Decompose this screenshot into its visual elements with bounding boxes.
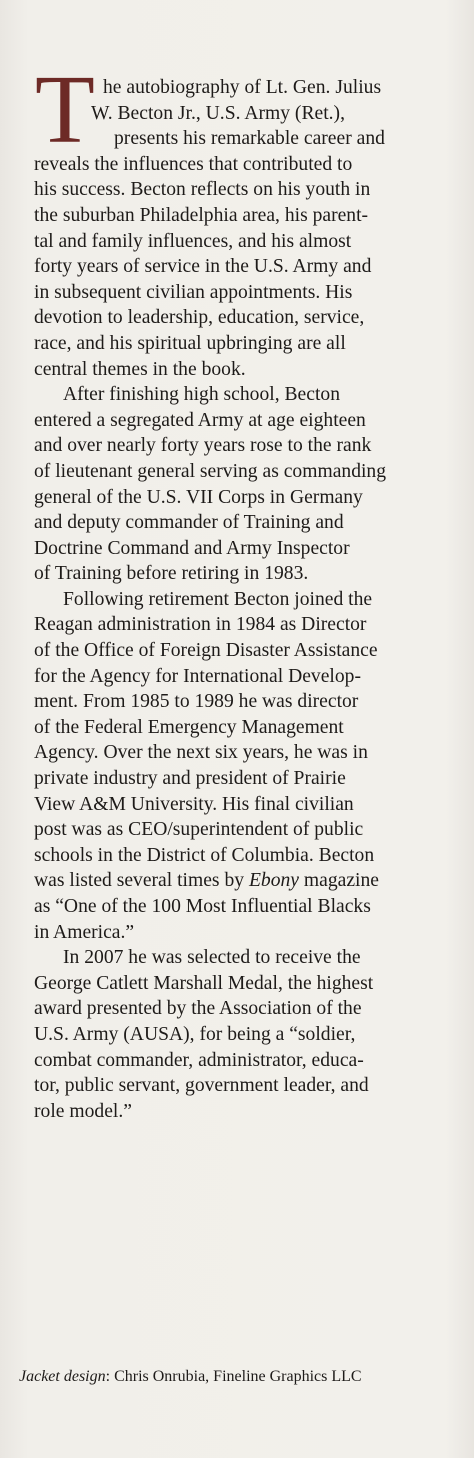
text-line — [34, 868, 424, 894]
text-line: in subsequent civilian appointments. His — [34, 281, 353, 303]
text-line: In 2007 he was selected to receive the — [63, 947, 361, 969]
jacket-design-credit — [19, 1367, 362, 1387]
text-line: ment. From 1985 to 1989 he was director — [34, 691, 359, 713]
text-line: Agency. Over the next six years, he was in — [34, 742, 368, 764]
text-line: for the Agency for International Develop- — [34, 665, 361, 687]
paragraph-1 — [34, 75, 424, 382]
drop-cap: T — [35, 56, 95, 164]
text-line: After finishing high school, Becton — [63, 384, 340, 406]
paragraph-2 — [34, 382, 424, 587]
paragraph-3 — [34, 587, 424, 945]
text-line: U.S. Army (AUSA), for being a “soldier, — [34, 1023, 356, 1045]
magazine-title: Ebony — [248, 870, 300, 892]
text-line: he autobiography of Lt. Gen. Julius — [103, 77, 382, 98]
text-fragment: magazine — [299, 870, 379, 892]
text-line: forty years of service in the U.S. Army and — [34, 256, 372, 278]
text-line: devotion to leadership, education, service, — [34, 307, 365, 329]
text-line: combat commander, administrator, educa- — [34, 1049, 364, 1071]
text-line: general of the U.S. VII Corps in Germany — [34, 486, 363, 508]
text-line: award presented by the Association of the — [34, 998, 362, 1020]
text-line: as “One of the 100 Most Influential Blacks — [34, 896, 371, 917]
text-line: of the Office of Foreign Disaster Assistance — [34, 640, 378, 662]
text-line: of Training before retiring in 1983. — [34, 563, 309, 585]
text-line: the suburban Philadelphia area, his parent- — [34, 204, 369, 226]
text-line: Following retirement Becton joined the — [63, 588, 373, 610]
text-line: post was as CEO/superintendent of public — [34, 819, 364, 841]
text-line: tor, public servant, government leader, and — [34, 1075, 369, 1097]
text-line: his success. Becton reflects on his youth in — [34, 179, 371, 201]
text-line: of the Federal Emergency Management — [34, 716, 344, 738]
text-line: W. Becton Jr., U.S. Army (Ret.), — [91, 102, 345, 124]
text-line: entered a segregated Army at age eighteen — [34, 409, 366, 431]
text-line: George Catlett Marshall Medal, the highest — [34, 972, 374, 994]
text-line: Doctrine Command and Army Inspector — [34, 537, 350, 559]
text-line: of lieutenant general serving as commanding — [34, 460, 387, 482]
text-fragment: was listed several times by — [34, 870, 249, 892]
jacket-copy — [34, 75, 424, 1124]
text-line: in America.” — [34, 921, 135, 943]
text-line: presents his remarkable career and — [114, 128, 385, 150]
text-line: and deputy commander of Training and — [34, 512, 344, 534]
credit-text: : Chris Onrubia, Fineline Graphics LLC — [105, 1368, 362, 1385]
text-line: private industry and president of Prairie — [34, 768, 346, 790]
text-line: role model.” — [34, 1100, 132, 1122]
credit-label: Jacket design — [19, 1368, 106, 1385]
text-line: race, and his spiritual upbringing are all — [34, 332, 346, 354]
text-line: central themes in the book. — [34, 358, 246, 380]
text-line: Reagan administration in 1984 as Director — [34, 614, 367, 636]
text-line: and over nearly forty years rose to the rank — [34, 435, 372, 457]
paragraph-4 — [34, 945, 424, 1124]
text-line: schools in the District of Columbia. Becton — [34, 844, 375, 866]
text-line: View A&M University. His final civilian — [34, 793, 354, 815]
text-line: reveals the influences that contributed to — [34, 153, 353, 175]
text-line: tal and family influences, and his almost — [34, 230, 352, 252]
